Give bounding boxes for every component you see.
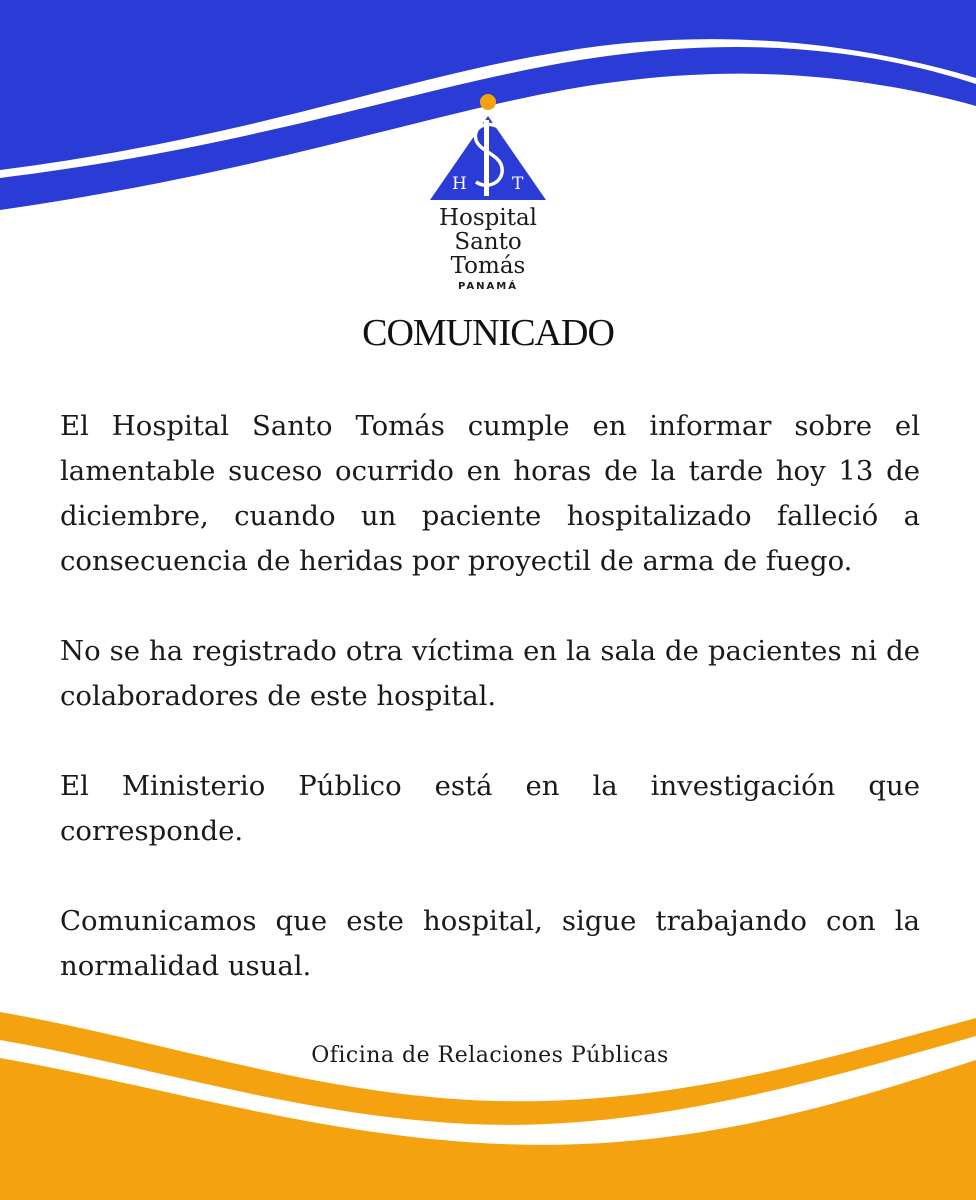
body-paragraph: No se ha registrado otra víctima en la sala de pacientes ni de colaboradores de este hospital. bbox=[60, 635, 920, 712]
signature-office: Oficina de Relaciones Públicas bbox=[311, 1043, 669, 1068]
body-paragraph: El Hospital Santo Tomás cumple en informar sobre el lamentable suceso ocurrido en horas de la tarde hoy 13 de diciembre, cuando un paciente hospitalizado falleció a consecuencia de heridas por proyectil de arma de fuego. bbox=[60, 410, 920, 577]
bottom-orange-wave-decoration bbox=[0, 1000, 976, 1200]
svg-text:H: H bbox=[452, 174, 467, 194]
hospital-name-line-1: Hospital bbox=[438, 205, 538, 231]
hospital-country-label: PANAMÁ bbox=[458, 281, 518, 292]
page-title: COMUNICADO bbox=[362, 312, 614, 354]
body-paragraph: El Ministerio Público está en la investigación que corresponde. bbox=[60, 770, 920, 847]
svg-text:T: T bbox=[512, 174, 524, 194]
hospital-logo-emblem bbox=[428, 92, 548, 204]
hospital-name-line-3: Tomás bbox=[450, 253, 526, 279]
hospital-name-line-2: Santo bbox=[454, 229, 522, 255]
press-release-body bbox=[60, 404, 920, 989]
hospital-name-wordmark bbox=[388, 206, 588, 278]
body-paragraph: Comunicamos que este hospital, sigue trabajando con la normalidad usual. bbox=[60, 905, 920, 982]
